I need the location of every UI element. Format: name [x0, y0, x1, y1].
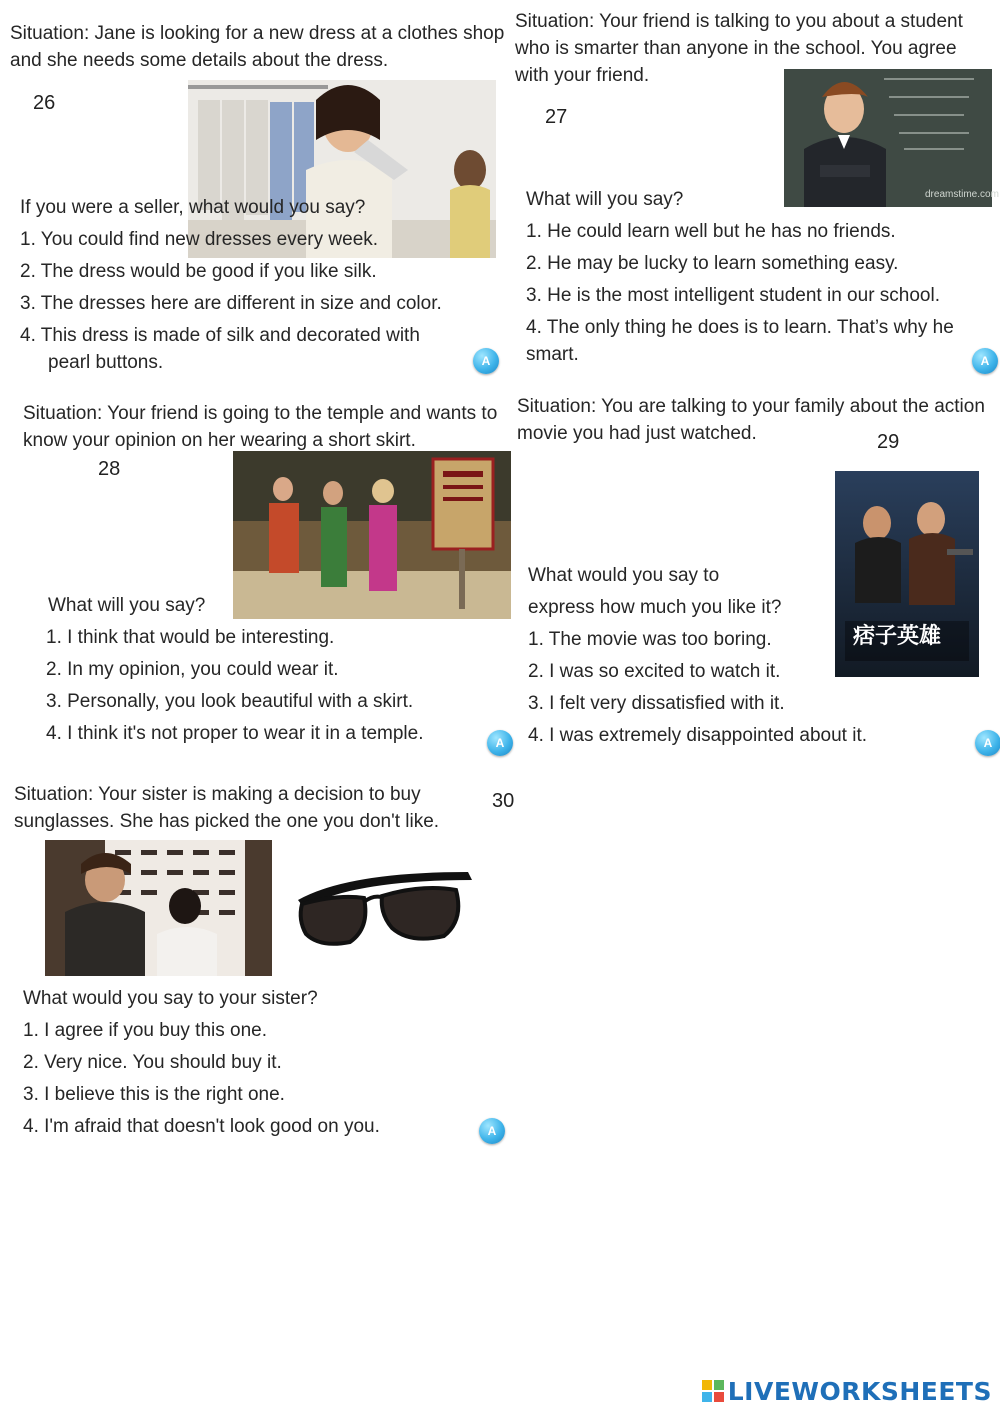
q29-number: 29 — [877, 431, 900, 453]
q29-poster-title: 痞子英雄 — [853, 623, 942, 649]
q30-option-1[interactable]: 1. I agree if you buy this one. — [23, 1020, 267, 1041]
q27-number: 27 — [545, 106, 568, 128]
q30-situation: Situation: Your sister is making a decision to buy sunglasses. She has picked the one you don't like. — [14, 784, 440, 832]
q26-option-4[interactable]: 4. This dress is made of silk and decorated with — [20, 325, 420, 346]
q26-option-1[interactable]: 1. You could find new dresses every week. — [20, 229, 379, 250]
q28-temple-image — [233, 451, 511, 619]
q27-situation: Situation: Your friend is talking to you about a student who is smarter than anyone in the school. You agree with your friend. — [515, 11, 963, 86]
q30-answer-button[interactable]: A — [479, 1118, 505, 1144]
brand-name: LIVEWORKSHEETS — [727, 1376, 992, 1406]
q26-situation: Situation: Jane is looking for a new dress at a clothes shop and she needs some details about the dress. — [10, 23, 505, 71]
q30-sunglasses-shop-image — [45, 840, 272, 976]
q29-situation: Situation: You are talking to your family about the action movie you had just watched. — [517, 396, 985, 444]
q26-option-4-cont[interactable]: pearl buttons. — [48, 352, 164, 373]
q30-option-3[interactable]: 3. I believe this is the right one. — [23, 1084, 285, 1105]
q27-option-3[interactable]: 3. He is the most intelligent student in our school. — [526, 285, 941, 306]
q27-option-4[interactable]: 4. The only thing he does is to learn. That’s why he — [526, 317, 954, 338]
q29-option-2[interactable]: 2. I was so excited to watch it. — [528, 661, 781, 682]
q28-option-1[interactable]: 1. I think that would be interesting. — [46, 627, 335, 648]
q29-option-1[interactable]: 1. The movie was too boring. — [528, 629, 772, 650]
q26-answer-button[interactable]: A — [473, 348, 499, 374]
q26-option-2[interactable]: 2. The dress would be good if you like silk. — [20, 261, 377, 282]
q29-question-line2: express how much you like it? — [528, 597, 782, 618]
logo-mark-icon — [702, 1380, 724, 1402]
q28-option-4[interactable]: 4. I think it's not proper to wear it in a temple. — [46, 723, 424, 744]
q29-option-4[interactable]: 4. I was extremely disappointed about it. — [528, 725, 868, 746]
liveworksheets-logo — [702, 1375, 992, 1407]
q29-movie-poster — [835, 471, 979, 677]
q30-option-4[interactable]: 4. I'm afraid that doesn't look good on you. — [23, 1116, 380, 1137]
q27-option-4-cont[interactable]: smart. — [526, 344, 579, 365]
q27-option-1[interactable]: 1. He could learn well but he has no friends. — [526, 221, 896, 242]
q29-question-line1: What would you say to — [528, 565, 720, 586]
q29-answer-button[interactable]: A — [975, 730, 1000, 756]
q28-answer-button[interactable]: A — [487, 730, 513, 756]
q26-option-3[interactable]: 3. The dresses here are different in size and color. — [20, 293, 442, 314]
q26-question: If you were a seller, what would you say? — [20, 197, 366, 218]
q27-image-caption: dreamstime.com — [925, 189, 999, 200]
q30-sunglasses-image — [280, 860, 476, 956]
q27-student-image — [784, 69, 992, 207]
q28-number: 28 — [98, 458, 121, 480]
q28-option-2[interactable]: 2. In my opinion, you could wear it. — [46, 659, 339, 680]
q28-question: What will you say? — [48, 595, 206, 616]
q27-option-2[interactable]: 2. He may be lucky to learn something easy. — [526, 253, 899, 274]
q30-option-2[interactable]: 2. Very nice. You should buy it. — [23, 1052, 282, 1073]
q27-question: What will you say? — [526, 189, 684, 210]
q30-number: 30 — [492, 790, 515, 812]
q28-situation: Situation: Your friend is going to the temple and wants to know your opinion on her wearing a short skirt. — [23, 403, 498, 451]
q29-option-3[interactable]: 3. I felt very dissatisfied with it. — [528, 693, 785, 714]
q27-answer-button[interactable]: A — [972, 348, 998, 374]
q26-number: 26 — [33, 92, 56, 114]
q28-option-3[interactable]: 3. Personally, you look beautiful with a skirt. — [46, 691, 414, 712]
q30-question: What would you say to your sister? — [23, 988, 318, 1009]
